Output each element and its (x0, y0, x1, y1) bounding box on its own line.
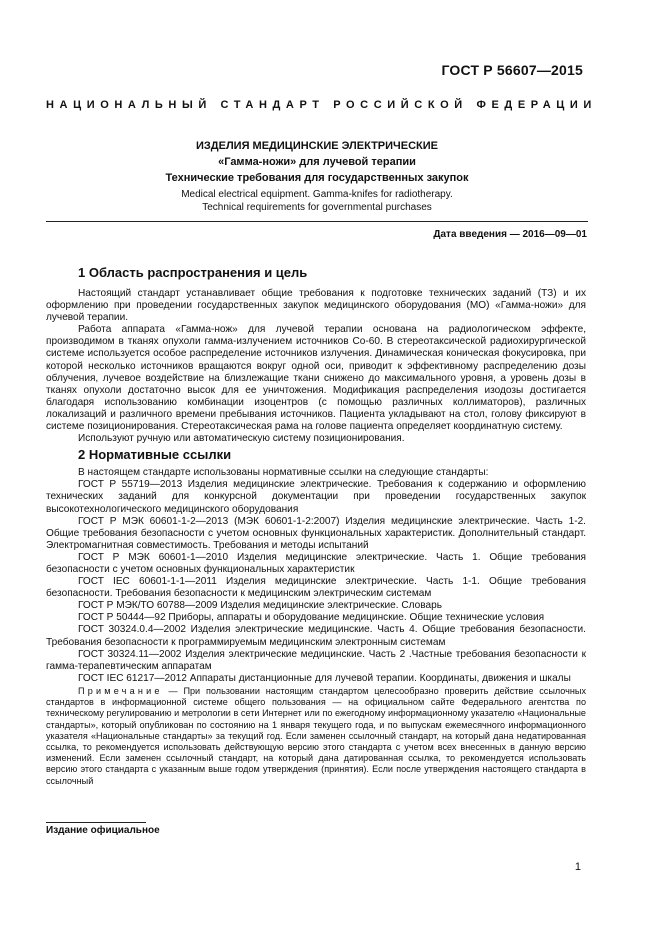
note-label: Примечание (78, 685, 163, 696)
section-1-heading: 1 Область распространения и цель (78, 265, 308, 280)
national-standard-heading: НАЦИОНАЛЬНЫЙ СТАНДАРТ РОССИЙСКОЙ ФЕДЕРАЦИИ (46, 99, 597, 111)
normative-reference: ГОСТ 30324.0.4—2002 Изделия электрические медицинские. Часть 4. Общие требования безопасности. Требования безопасности к программируемым медицинским электронным системам (46, 624, 586, 648)
normative-reference: ГОСТ Р 55719—2013 Изделия медицинские электрические. Требования к содержанию и оформлению технических заданий для конкурсной документации при проведении государственных закупок высокотехнологического медицинского оборудования (46, 479, 586, 515)
section-1-paragraph: Настоящий стандарт устанавливает общие требования к подготовке технических заданий (ТЗ) и их оформлению при проведении государственных закупок медицинского оборудования (МО) «Гамма-ножи» для лучевой терапии. (46, 288, 586, 324)
title-english-2: Technical requirements for governmental purchases (202, 202, 432, 213)
introduction-date: Дата введения — 2016—09—01 (433, 229, 587, 240)
note-text: — При пользовании настоящим стандартом целесообразно проверить действие ссылочных стандартов в информационной системе общего пользования — на официальном сайте Федерального агентства по техническому регулированию и метрологии в сети Интернет или по ежегодному информационному указателю «Национальные стандарты», который опубликован по состоянию на 1 января текущего года, и по выпускам ежемесячного информационного указателя «Национальные стандарты» за текущий год. Если заменен ссылочный стандарт, на который дана недатированная ссылка, то рекомендуется использовать действующую версию этого стандарта с учетом всех внесенных в данную версию изменений. Если заменен ссылочный стандарт, на который дана датированная ссылка, то рекомендуется использовать версию этого стандарта с указанным выше годом утверждения (принятия). Если после утверждения настоящего стандарта в ссылочный (46, 685, 586, 786)
official-edition-label: Издание официальное (46, 825, 160, 836)
normative-reference: ГОСТ IEC 61217—2012 Аппараты дистанционные для лучевой терапии. Координаты, движения и шкалы (78, 672, 571, 684)
normative-reference: ГОСТ Р МЭК 60601-1-2—2013 (МЭК 60601-1-2:2007) Изделия медицинские электрические. Часть 1-2. Общие требования безопасности с учетом основных функциональных характеристик. Дополнительный стандарт. Электромагнитная совместимость. Требования и методы испытаний (46, 515, 586, 551)
section-1-paragraph: Работа аппарата «Гамма-нож» для лучевой терапии основана на радиологическом эффекте, производимом в тканях опухоли гамма-излучением источников Со-60. В стереотаксической радиохирургической системе используется особое распределение источников излучения. Динамическая коническая фокусировка, при которой несколько источников вращаются вокруг одной оси, приводит к эффективному распределению дозы облучения, лучевое воздействие на близлежащие ткани снижено до максимального уровня, а уровень дозы в тканях опухоли достаточно высок для ее уничтожения. Модификация распределения изодозы достигается благодаря использованию комбинации изоцентров (с помощью различных коллиматоров), различных локализаций и различного времени пребывания источников. Пациента укладывают на стол, голову фиксируют в системе позиционирования. Стереотаксическая рама на голове пациента определяет координатную систему. (46, 324, 586, 433)
section-2-heading: 2 Нормативные ссылки (78, 447, 232, 463)
header-divider (46, 221, 588, 222)
standard-number: ГОСТ Р 56607—2015 (441, 62, 583, 78)
section-2-intro: В настоящем стандарте использованы нормативные ссылки на следующие стандарты: (78, 467, 489, 479)
reference-note (46, 686, 586, 787)
normative-reference: ГОСТ Р 50444—92 Приборы, аппараты и оборудование медицинские. Общие технические условия (78, 612, 545, 624)
title-subtitle: Технические требования для государственных закупок (165, 172, 469, 184)
section-1-paragraph: Используют ручную или автоматическую систему позиционирования. (78, 433, 405, 445)
footer-divider (46, 822, 146, 823)
title-subject: «Гамма-ножи» для лучевой терапии (218, 156, 416, 168)
document-body (46, 265, 586, 787)
normative-reference: ГОСТ IEC 60601-1-1—2011 Изделия медицинские электрические. Часть 1-1. Общие требования безопасности. Требования безопасности к медицинским электрическим системам (46, 576, 586, 600)
page-number: 1 (574, 861, 581, 873)
normative-reference: ГОСТ 30324.11—2002 Изделия электрические медицинские. Часть 2 .Частные требования безопасности к гамма-терапевтическим аппаратам (46, 648, 586, 672)
title-main: ИЗДЕЛИЯ МЕДИЦИНСКИЕ ЭЛЕКТРИЧЕСКИЕ (195, 140, 439, 152)
title-english-1: Medical electrical equipment. Gamma-knifes for radiotherapy. (181, 189, 453, 200)
normative-reference: ГОСТ Р МЭК 60601-1—2010 Изделия медицинские электрические. Часть 1. Общие требования безопасности с учетом основных функциональных характеристик (46, 551, 586, 575)
normative-reference: ГОСТ Р МЭК/ТО 60788—2009 Изделия медицинские электрические. Словарь (78, 600, 443, 612)
document-title-block (46, 138, 588, 214)
